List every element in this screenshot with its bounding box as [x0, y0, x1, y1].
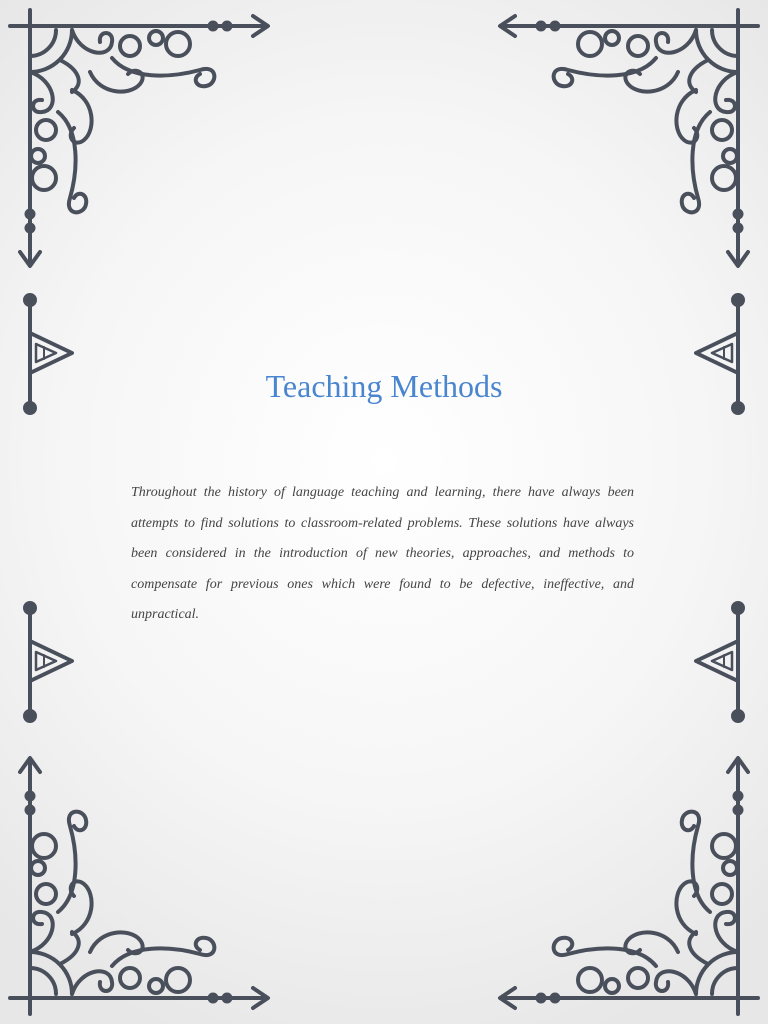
- corner-flourish-icon: [10, 758, 268, 1014]
- corner-flourish-icon: [10, 10, 268, 266]
- body-paragraph: Throughout the history of language teaching and learning, there have always been attempts to find solutions to classroom-related problems. These solutions have always been considered in the introduction of new theories, approaches, and methods to compensate for previous ones which were found to be defective, ineffective, and unpractical.: [131, 485, 634, 622]
- triangle-flag-icon: [25, 603, 72, 721]
- page-title: Teaching Methods: [265, 368, 503, 404]
- corner-flourish-icon: [500, 758, 758, 1014]
- corner-flourish-icon: [500, 10, 758, 266]
- triangle-flag-icon: [696, 603, 743, 721]
